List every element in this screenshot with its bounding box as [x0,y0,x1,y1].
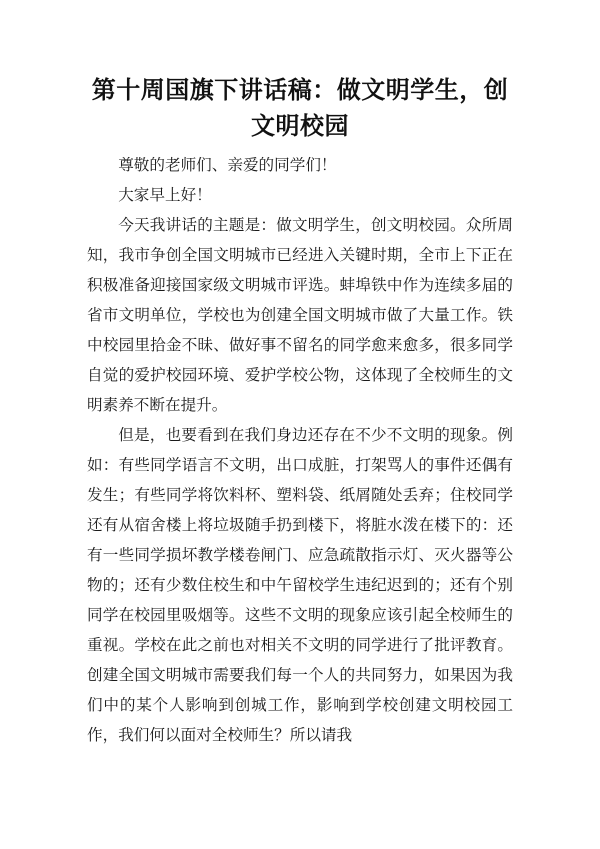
salutation-paragraph: 尊敬的老师们、亲爱的同学们！ [118,156,337,174]
greeting-paragraph: 大家早上好！ [118,186,212,204]
document-title: 第十周国旗下讲话稿：做文明学生，创文明校园 [91,75,509,140]
body-paragraph: 今天我讲话的主题是：做文明学生，创文明校园。众所周知，我市争创全国文明城市已经进入关键时期，全市上下正在积极准备迎接国家级文明城市评选。蚌埠铁中作为连续多届的省市文明单位，学校也为创建全国文明城市做了大量工作。铁中校园里拾金不昧、做好事不留名的同学愈来愈多，很多同学自觉的爱护校园环境、爱护学校公物，这体现了全校师生的文明素养不断在提升。 [87,216,513,414]
document-body [87,150,513,750]
body-paragraph: 但是，也要看到在我们身边还存在不少不文明的现象。例如：有些同学语言不文明，出口成脏，打架骂人的事件还偶有发生；有些同学将饮料杯、塑料袋、纸屑随处丢弃；住校同学还有从宿舍楼上将垃圾随手扔到楼下，将脏水泼在楼下的：还有一些同学损坏教学楼卷闸门、应急疏散指示灯、灭火器等公物的；还有少数住校生和中午留校学生违纪迟到的；还有个别同学在校园里吸烟等。这些不文明的现象应该引起全校师生的重视。学校在此之前也对相关不文明的同学进行了批评教育。创建全国文明城市需要我们每一个人的共同努力，如果因为我们中的某个人影响到创城工作，影响到学校创建文明校园工作，我们何以面对全校师生？所以请我 [87,426,513,744]
